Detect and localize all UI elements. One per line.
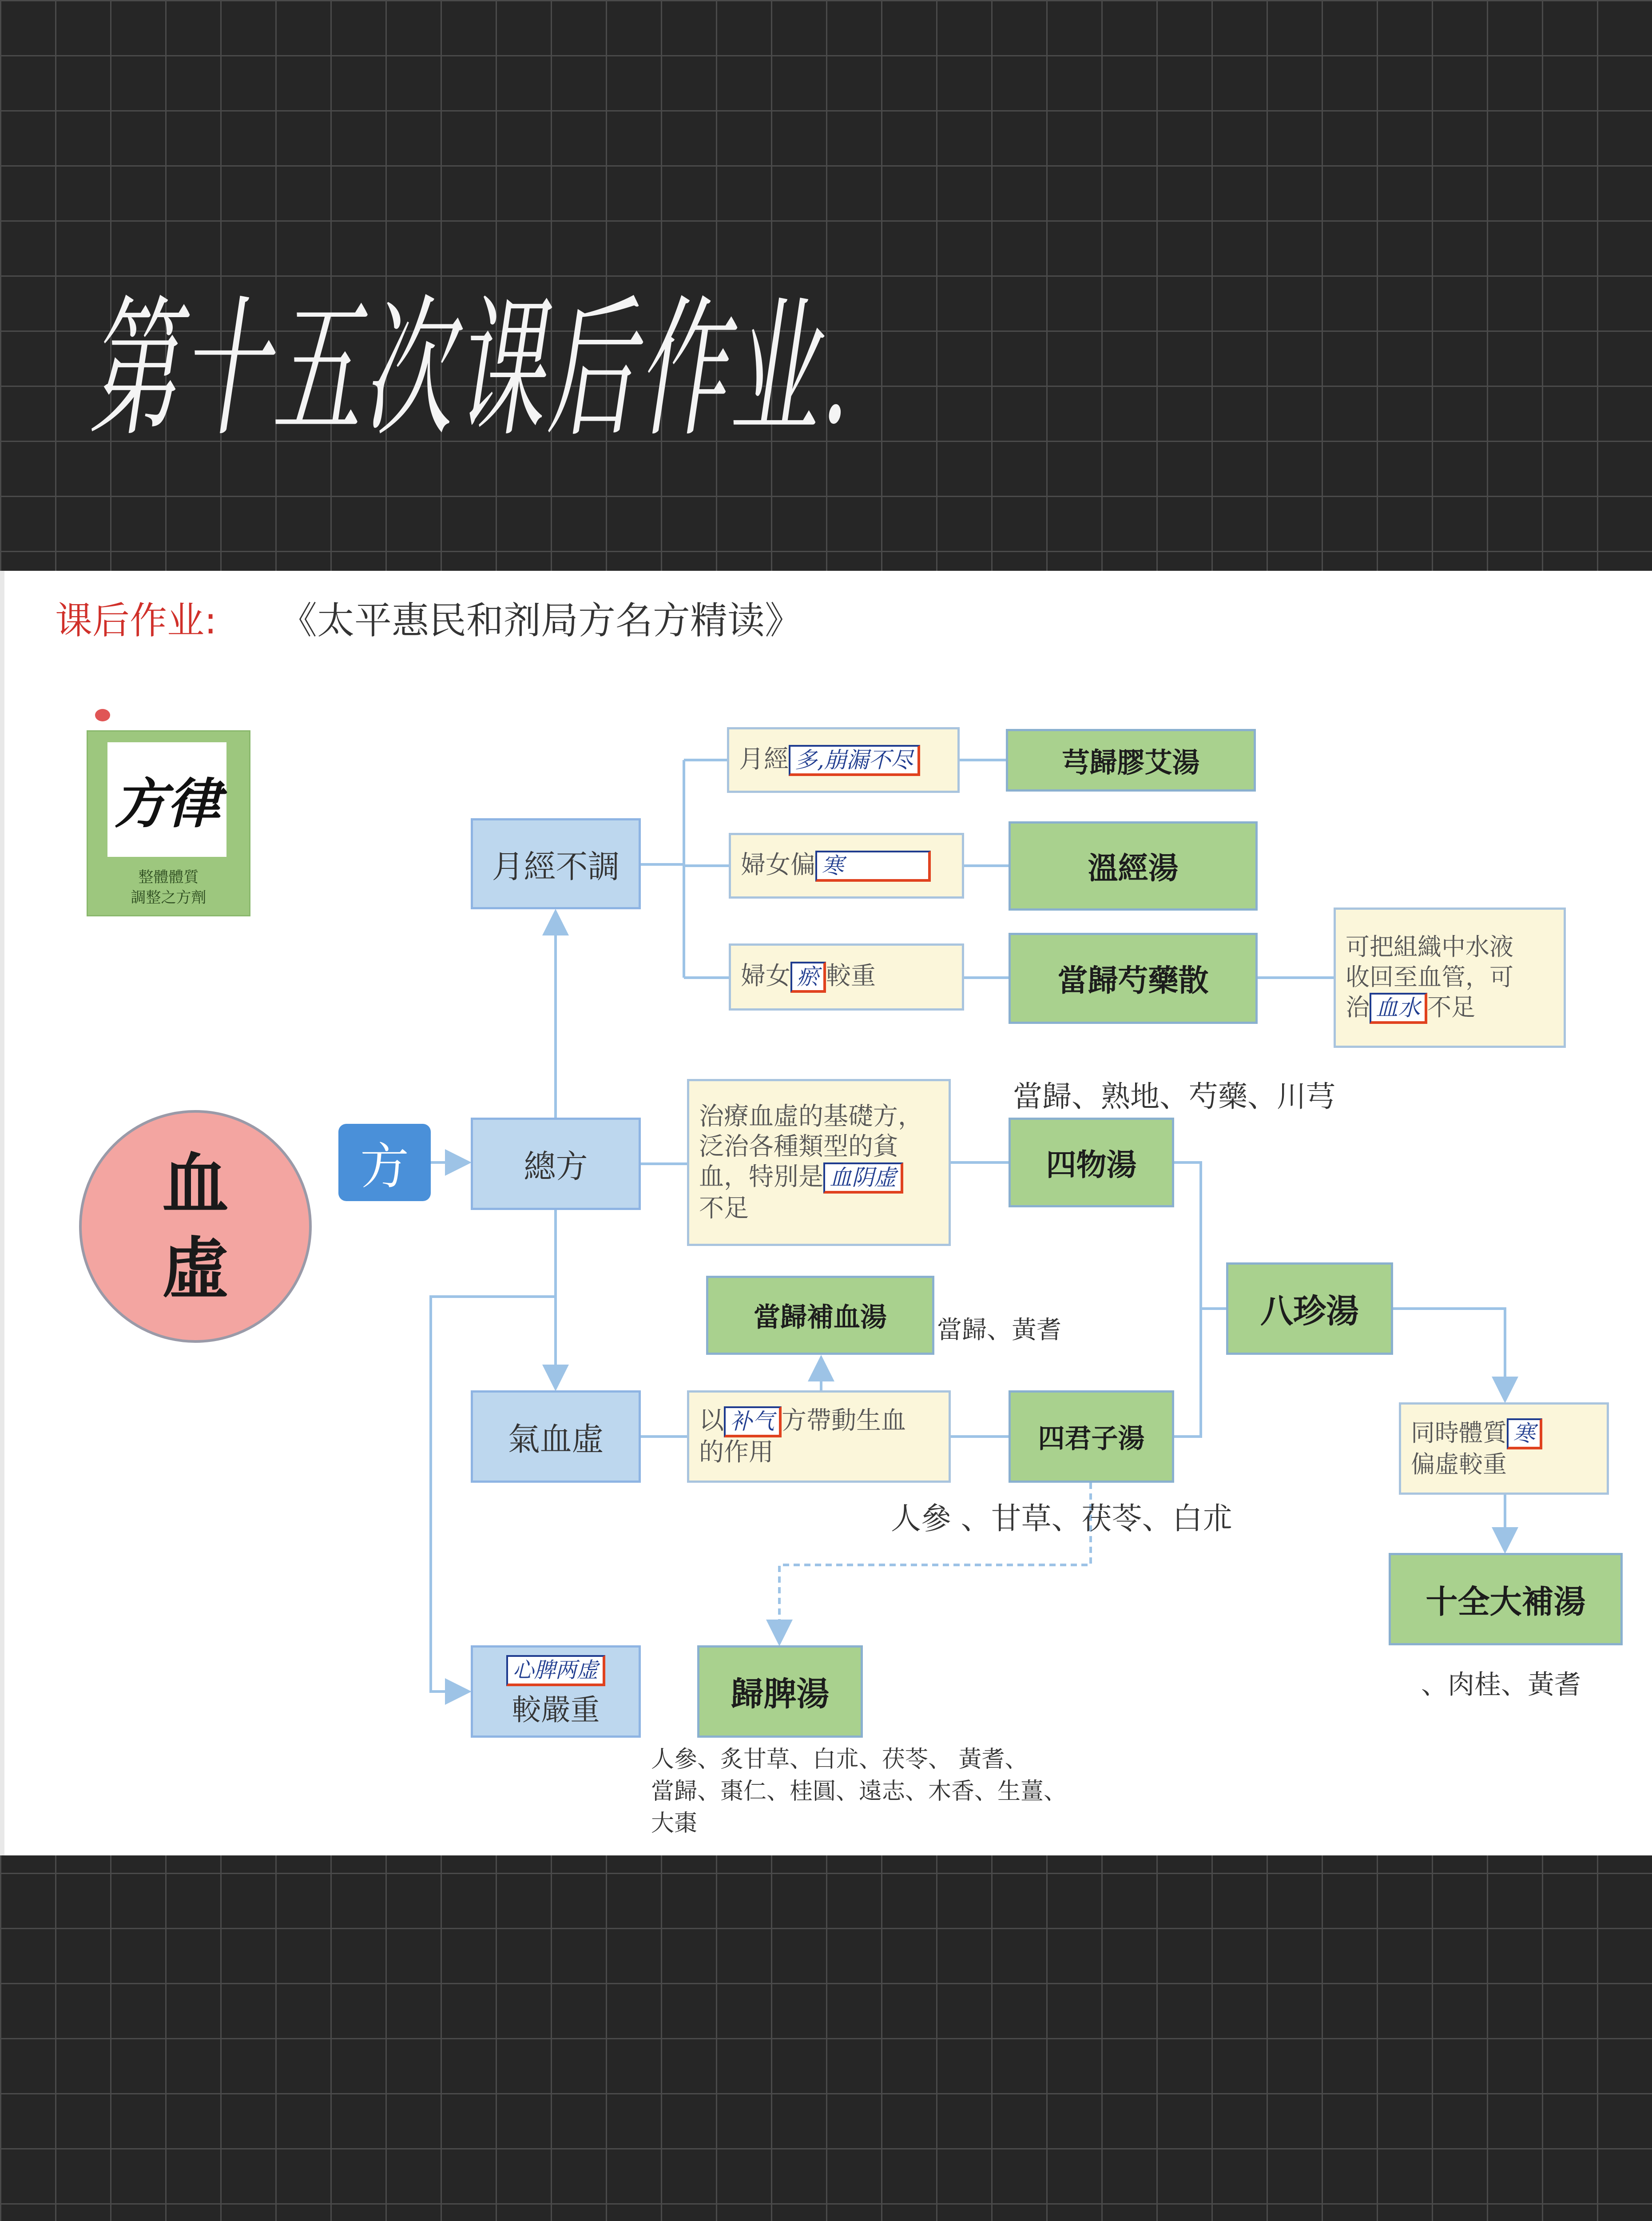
handwritten-note: 寒 bbox=[1507, 1418, 1542, 1449]
note-c6 bbox=[1334, 908, 1566, 1048]
handwritten-note: 多,崩漏不尽 bbox=[789, 745, 920, 776]
note-line: 不足 bbox=[699, 1194, 749, 1223]
handwritten-note: 寒 bbox=[815, 851, 931, 882]
category-severe bbox=[471, 1645, 641, 1738]
note-line: 可把組織中水液 bbox=[1346, 932, 1513, 961]
formula-bazhen: 八珍湯 bbox=[1226, 1262, 1393, 1355]
formula-dangguibuxue: 當歸補血湯 bbox=[706, 1276, 934, 1355]
cover-calligraphy: 方律 bbox=[107, 742, 226, 857]
cover-subtitle-1: 整體體質 bbox=[138, 868, 199, 886]
handwritten-title: 第十五次课后作业. bbox=[89, 282, 852, 458]
book-cover bbox=[87, 730, 250, 916]
note-c1 bbox=[727, 727, 960, 793]
fang-box: 方 bbox=[338, 1124, 431, 1201]
note-line: 的作用 bbox=[699, 1437, 774, 1467]
note-text: 不足 bbox=[1427, 993, 1475, 1021]
note-text: 血，特別是 bbox=[699, 1162, 823, 1191]
herbs-siwu: 當歸、熟地、芍藥、川芎 bbox=[1013, 1079, 1335, 1114]
note-text: 方帶動生血 bbox=[782, 1406, 906, 1435]
note-c2 bbox=[729, 833, 964, 899]
herbs-guipi bbox=[651, 1743, 1067, 1839]
note-c7 bbox=[1399, 1402, 1609, 1495]
logo-icon bbox=[95, 709, 110, 721]
category-qixuexu: 氣血虛 bbox=[471, 1390, 641, 1483]
category-zongfang: 總方 bbox=[471, 1118, 641, 1210]
formula-dangguishaoyao: 當歸芍藥散 bbox=[1009, 933, 1258, 1024]
note-text: 月經 bbox=[739, 744, 789, 774]
herbs-guipi-line: 大棗 bbox=[651, 1810, 698, 1837]
note-c4 bbox=[687, 1079, 951, 1246]
handwritten-note: 瘀 bbox=[790, 962, 826, 993]
category-severe-label: 較嚴重 bbox=[512, 1692, 600, 1727]
note-c5 bbox=[687, 1390, 951, 1483]
note-text: 治 bbox=[1346, 993, 1370, 1021]
note-text: 同時體質 bbox=[1411, 1418, 1507, 1447]
handwritten-note: 心脾两虚 bbox=[506, 1655, 605, 1686]
note-text: 較重 bbox=[826, 962, 876, 991]
herbs-guipi-line: 人參、炙甘草、白朮、茯苓、 黃耆、 bbox=[651, 1746, 1028, 1773]
note-line: 泛治各種類型的貧 bbox=[699, 1132, 898, 1161]
herbs-shiquan: 、肉桂、黃耆 bbox=[1421, 1669, 1581, 1700]
cover-subtitle-2: 調整之方劑 bbox=[131, 889, 206, 907]
note-line: 收回至血管，可 bbox=[1346, 963, 1513, 991]
handwritten-note: 血水 bbox=[1370, 993, 1427, 1024]
handwritten-note: 补气 bbox=[724, 1406, 782, 1437]
formula-xiongguijiaoai: 芎歸膠艾湯 bbox=[1006, 729, 1256, 792]
formula-shiquandabu: 十全大補湯 bbox=[1389, 1553, 1623, 1645]
note-line: 偏虛較重 bbox=[1411, 1450, 1507, 1478]
circle-char-bottom: 虛 bbox=[162, 1230, 229, 1308]
formula-siwu: 四物湯 bbox=[1009, 1118, 1174, 1207]
note-line: 治療血虛的基礎方， bbox=[699, 1102, 923, 1131]
herbs-sijunzi: 人參 、甘草、茯苓、白朮 bbox=[891, 1501, 1233, 1536]
book-title: 《太平惠民和剂局方名方精读》 bbox=[280, 599, 802, 642]
circle-char-top: 血 bbox=[162, 1145, 229, 1223]
herbs-guipi-line: 當歸、棗仁、桂圓、遠志、木香、生薑、 bbox=[651, 1778, 1067, 1805]
note-text: 婦女 bbox=[741, 962, 790, 991]
formula-sijunzi: 四君子湯 bbox=[1009, 1390, 1174, 1483]
handwritten-note: 血阴虚 bbox=[823, 1162, 903, 1194]
homework-label: 课后作业: bbox=[55, 599, 217, 642]
formula-wenjing: 溫經湯 bbox=[1009, 821, 1258, 911]
root-circle bbox=[79, 1110, 312, 1343]
note-text: 婦女偏 bbox=[741, 850, 815, 880]
category-yuejing: 月經不調 bbox=[471, 818, 641, 909]
note-text: 以 bbox=[699, 1406, 724, 1435]
note-c3 bbox=[729, 943, 964, 1011]
formula-guipi: 歸脾湯 bbox=[697, 1645, 863, 1738]
herbs-dangguibuxue: 當歸、黃耆 bbox=[937, 1316, 1061, 1345]
